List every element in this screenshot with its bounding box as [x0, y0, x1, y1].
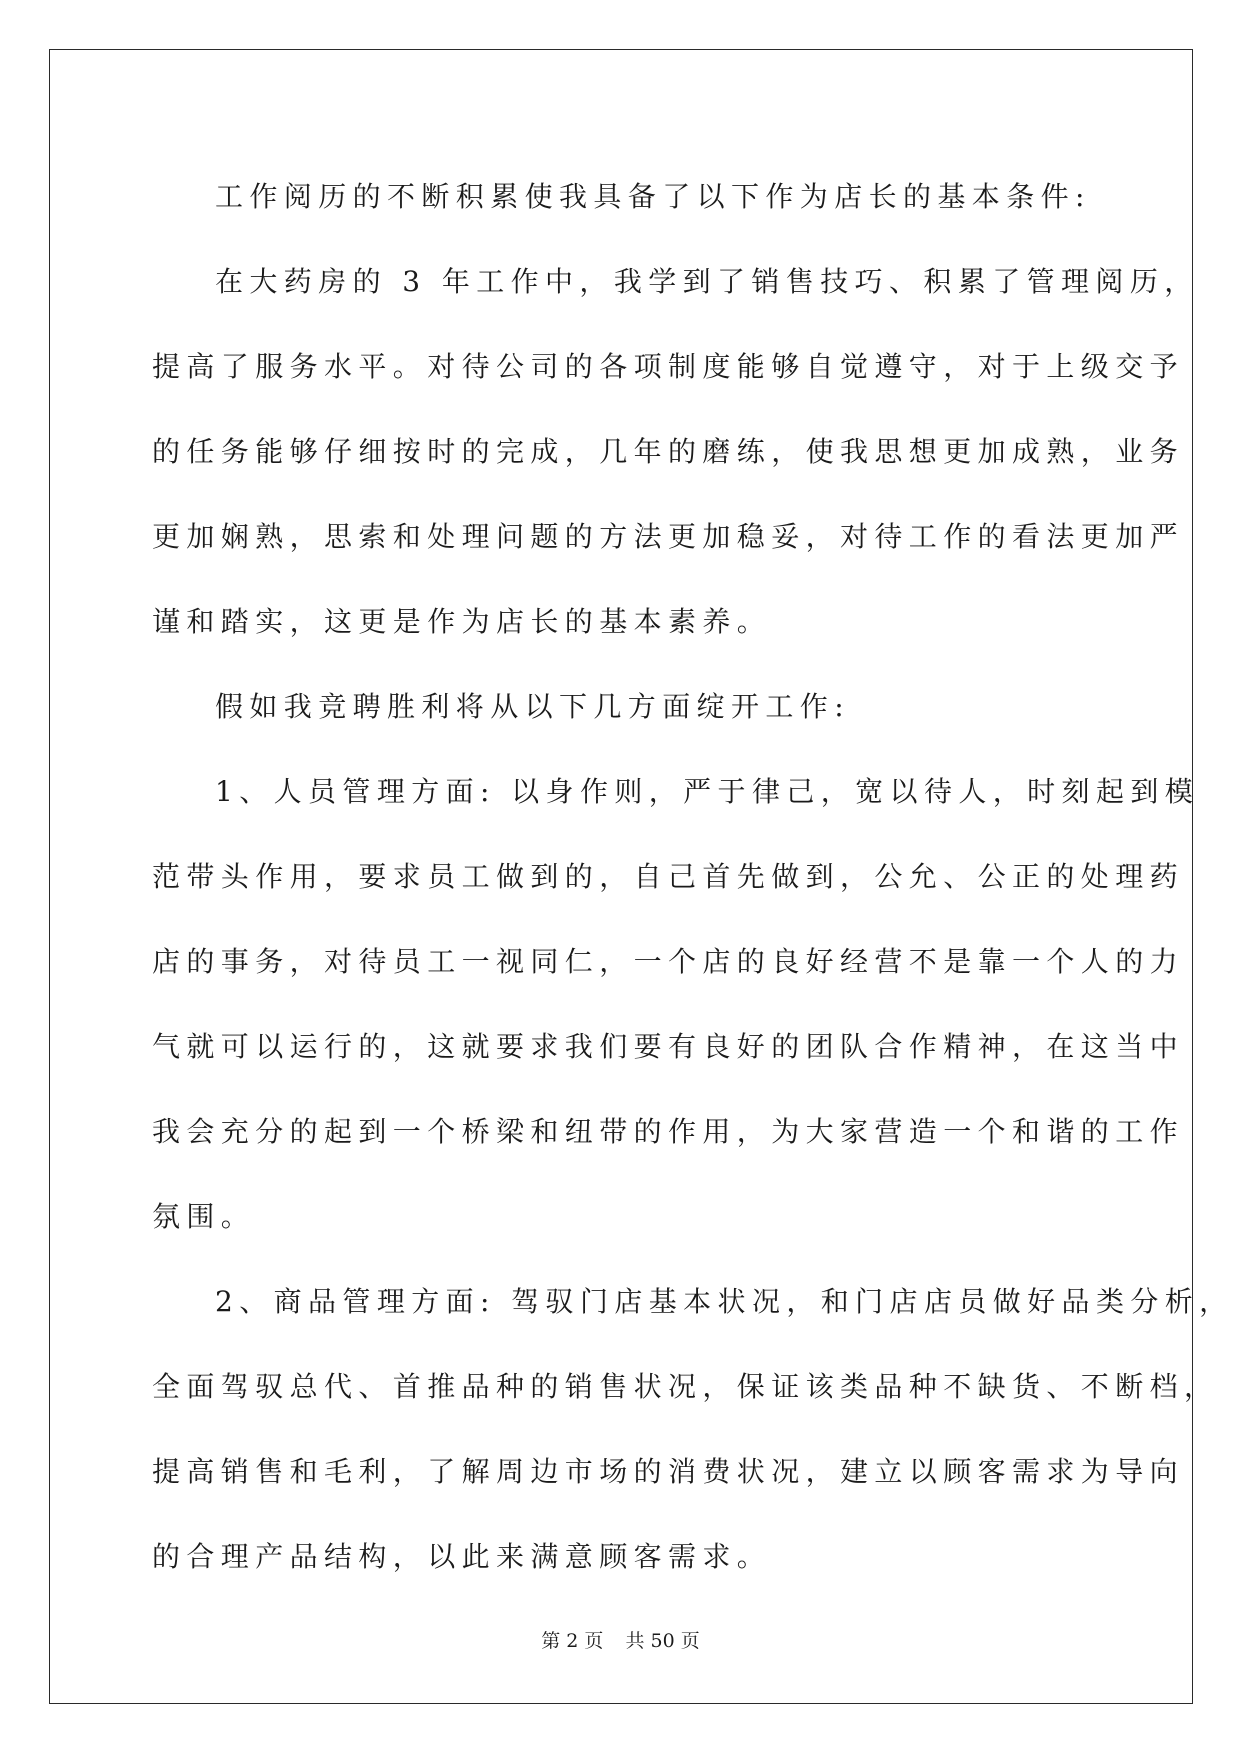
- text-line: 店的事务，对待员工一视同仁，一个店的良好经营不是靠一个人的力: [152, 945, 1185, 978]
- text-line: 我会充分的起到一个桥梁和纽带的作用，为大家营造一个和谐的工作: [152, 1115, 1185, 1148]
- text-line: 气就可以运行的，这就要求我们要有良好的团队合作精神，在这当中: [152, 1030, 1185, 1063]
- text-line: 提高销售和毛利，了解周边市场的消费状况，建立以顾客需求为导向: [152, 1455, 1185, 1488]
- text-line: 假如我竞聘胜利将从以下几方面绽开工作:: [215, 690, 851, 723]
- text-line: 范带头作用，要求员工做到的，自己首先做到，公允、公正的处理药: [152, 860, 1185, 893]
- page-number: 第 2 页: [541, 1630, 604, 1652]
- paragraph-5: [152, 1259, 1234, 1599]
- text-line: 工作阅历的不断积累使我具备了以下作为店长的基本条件:: [215, 180, 1091, 213]
- page-footer: [0, 1626, 1241, 1653]
- paragraph-1: [152, 154, 1092, 239]
- text-line: 全面驾驭总代、首推品种的销售状况，保证该类品种不缺货、不断档，: [152, 1370, 1219, 1403]
- text-line: 的任务能够仔细按时的完成，几年的磨练，使我思想更加成熟，业务: [152, 435, 1185, 468]
- text-line: 的合理产品结构，以此来满意顾客需求。: [152, 1540, 772, 1573]
- paragraph-2: [152, 239, 1199, 664]
- page-total: 共 50 页: [625, 1630, 700, 1652]
- paragraph-3: [152, 664, 1092, 749]
- paragraph-4: [152, 749, 1200, 1259]
- text-line: 谨和踏实，这更是作为店长的基本素养。: [152, 605, 772, 638]
- text-line: 提高了服务水平。对待公司的各项制度能够自觉遵守，对于上级交予: [152, 350, 1185, 383]
- document-body: [152, 154, 1234, 1599]
- text-line: 更加娴熟，思索和处理问题的方法更加稳妥，对待工作的看法更加严: [152, 520, 1185, 553]
- text-line: 1、人员管理方面: 以身作则，严于律己，宽以待人，时刻起到模: [215, 775, 1200, 808]
- text-line: 2、商品管理方面: 驾驭门店基本状况，和门店店员做好品类分析，: [215, 1285, 1234, 1318]
- text-line: 氛围。: [152, 1200, 256, 1233]
- text-line: 在大药房的 3 年工作中，我学到了销售技巧、积累了管理阅历，: [215, 265, 1199, 298]
